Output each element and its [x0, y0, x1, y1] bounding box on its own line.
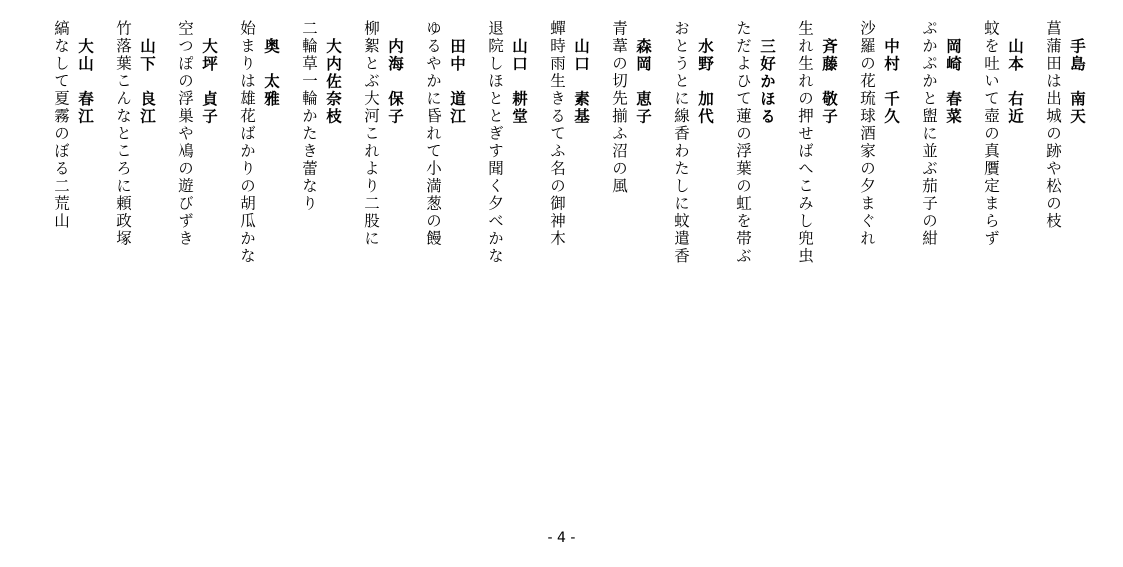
haiku-line: 空つぽの浮巣や鳰の遊びずき — [176, 20, 194, 248]
author-name: 田中 道江 — [448, 38, 466, 126]
author-name: 山口 素基 — [572, 38, 590, 126]
author-name: 岡崎 春菜 — [944, 38, 962, 126]
haiku-line: ゆるやかに昏れて小満葱の饅 — [424, 20, 442, 248]
haiku-line: 始まりは雄花ばかりの胡瓜かな — [238, 20, 256, 265]
haiku-line: 生れ生れの押せばへこみし兜虫 — [796, 20, 814, 265]
haiku-line: 青葦の切先揃ふ沼の風 — [610, 20, 628, 195]
haiku-line: 縞なして夏霧のぼる二荒山 — [52, 20, 70, 230]
author-name: 大山 春江 — [76, 38, 94, 126]
page-number: - 4 - — [547, 530, 576, 546]
haiku-line: 柳絮とぶ大河これより二股に — [362, 20, 380, 248]
haiku-line: おとうとに線香わたしに蚊遣香 — [672, 20, 690, 265]
author-name: 奥 太雅 — [262, 38, 280, 108]
haiku-line: 蟬時雨生きるてふ名の御神木 — [548, 20, 566, 248]
author-name: 中村 千久 — [882, 38, 900, 126]
haiku-line: 退院しほととぎす聞く夕べかな — [486, 20, 504, 265]
haiku-line: 蚊を吐いて壺の真贋定まらず — [982, 20, 1000, 248]
haiku-line: ただよひて蓮の浮葉の虹を帯ぶ — [734, 20, 752, 265]
author-name: 山本 右近 — [1006, 38, 1024, 126]
author-name: 大坪 貞子 — [200, 38, 218, 126]
author-name: 内海 保子 — [386, 38, 404, 126]
haiku-line: 菖蒲田は出城の跡や松の枝 — [1044, 20, 1062, 230]
author-name: 手島 南天 — [1068, 38, 1086, 126]
author-name: 三好かほる — [758, 38, 776, 126]
haiku-line: ぷかぷかと盥に並ぶ茄子の紺 — [920, 20, 938, 248]
author-name: 水野 加代 — [696, 38, 714, 126]
haiku-line: 沙羅の花琉球酒家の夕まぐれ — [858, 20, 876, 248]
author-name: 山口 耕堂 — [510, 38, 528, 126]
author-name: 大内佐奈枝 — [324, 38, 342, 126]
author-name: 山下 良江 — [138, 38, 156, 126]
haiku-line: 竹落葉こんなところに頼政塚 — [114, 20, 132, 248]
author-name: 斉藤 敬子 — [820, 38, 838, 126]
haiku-line: 二輪草一輪かたき蕾なり — [300, 20, 318, 213]
author-name: 森岡 恵子 — [634, 38, 652, 126]
